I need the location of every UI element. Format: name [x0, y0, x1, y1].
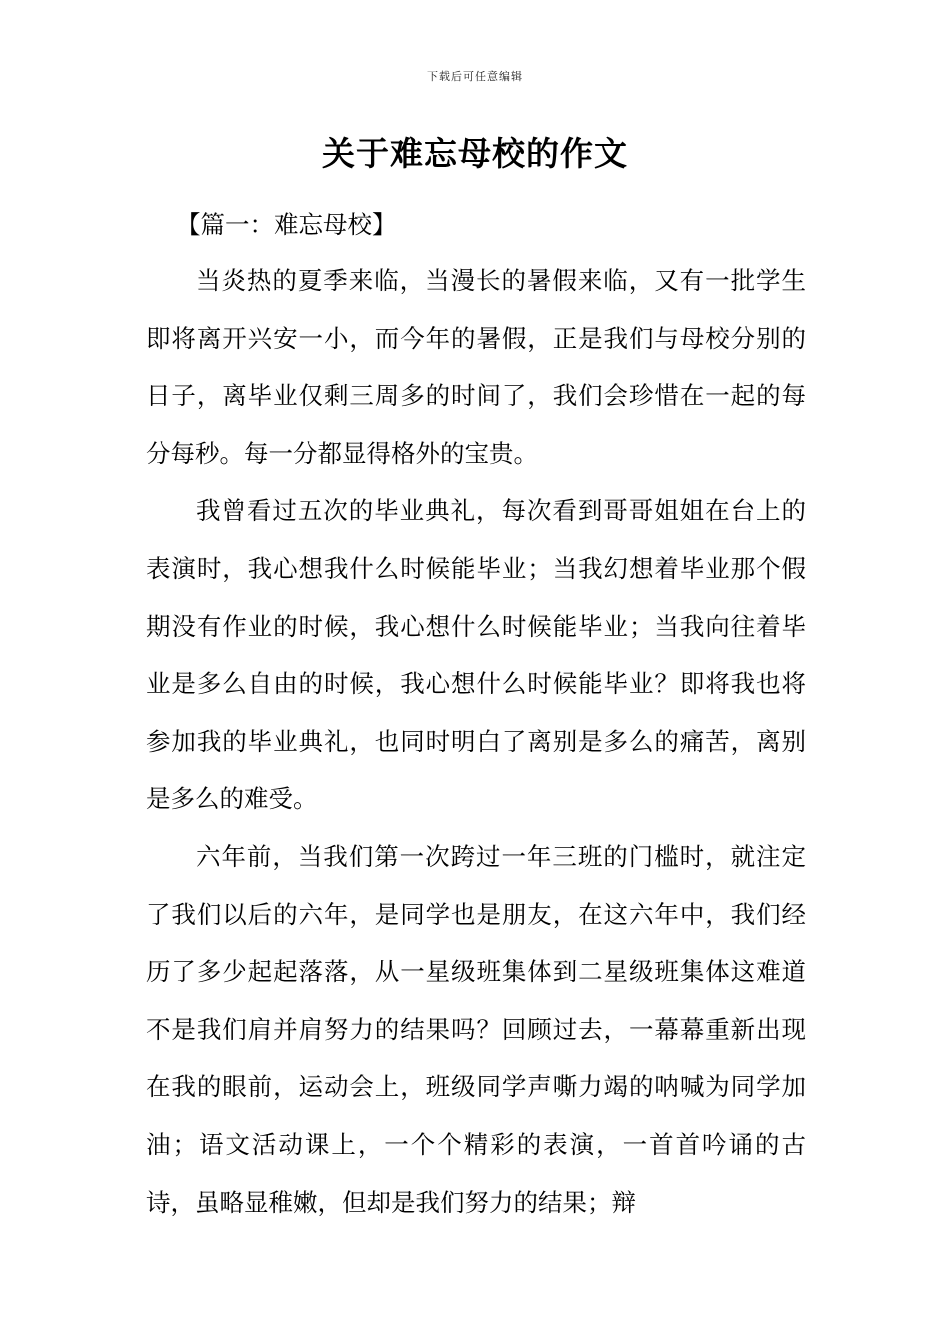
section-heading: 【篇一：难忘母校】 — [176, 210, 397, 239]
paragraph-2: 我曾看过五次的毕业典礼，每次看到哥哥姐姐在台上的表演时，我心想我什么时候能毕业；当我幻想着毕业那个假期没有作业的时候，我心想什么时候能毕业；当我向往着毕业是多么自由的时候，我心想什么时候能毕业？即将我也将参加我的毕业典礼，也同时明白了离别是多么的痛苦，离别是多么的难受。 — [146, 496, 806, 814]
page-title: 关于难忘母校的作文 — [322, 134, 628, 173]
header-note: 下载后可任意编辑 — [427, 70, 523, 83]
paragraph-3: 六年前，当我们第一次跨过一年三班的门槛时，就注定了我们以后的六年，是同学也是朋友，在这六年中，我们经历了多少起起落落，从一星级班集体到二星级班集体这难道不是我们肩并肩努力的结果吗？回顾过去，一幕幕重新出现在我的眼前，运动会上，班级同学声嘶力竭的呐喊为同学加油；语文活动课上，一个个精彩的表演，一首首吟诵的古诗，虽略显稚嫩，但却是我们努力的结果；辩 — [146, 841, 806, 1217]
paragraph-1: 当炎热的夏季来临，当漫长的暑假来临，又有一批学生即将离开兴安一小，而今年的暑假，正是我们与母校分别的日子，离毕业仅剩三周多的时间了，我们会珍惜在一起的每分每秒。每一分都显得格外的宝贵。 — [146, 266, 806, 468]
document-body — [146, 202, 806, 1231]
